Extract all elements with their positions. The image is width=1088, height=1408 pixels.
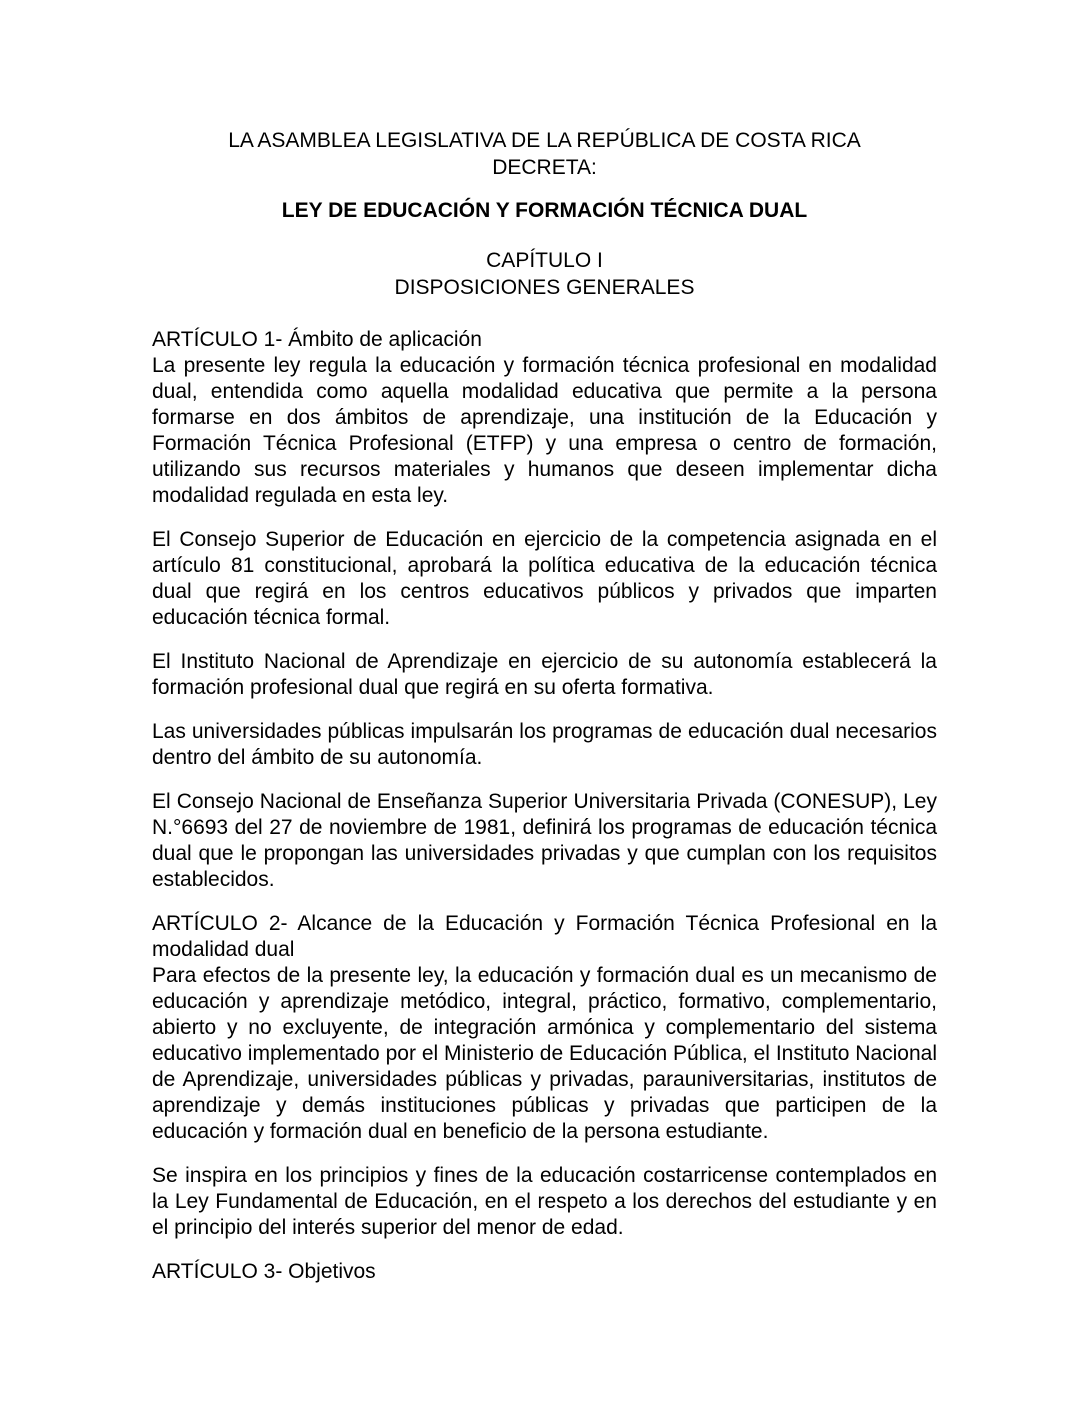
paragraph-consejo-superior: El Consejo Superior de Educación en ejercicio de la competencia asignada en el artículo 81 constitucional, aprobará la política educativa de la educación técnica dual que regirá en los centros educativos públicos y privados que imparten educación técnica formal. — [152, 528, 937, 629]
article-1-body: La presente ley regula la educación y formación técnica profesional en modalidad dual, entendida como aquella modalidad educativa que permite a la persona formarse en dos ámbitos de aprendizaje, una institución de la Educación y Formación Técnica Profesional (ETFP) y una empresa o centro de formación, utilizando sus recursos materiales y humanos que deseen implementar dicha modalidad regulada en esta ley. — [152, 354, 937, 507]
document-header — [152, 127, 937, 181]
paragraph-conesup: El Consejo Nacional de Enseñanza Superior Universitaria Privada (CONESUP), Ley N.°6693 del 27 de noviembre de 1981, definirá los programas de educación técnica dual que le propongan las universidades privadas y que cumplan con los requisitos establecidos. — [152, 790, 937, 891]
assembly-line: LA ASAMBLEA LEGISLATIVA DE LA REPÚBLICA DE COSTA RICA — [228, 129, 861, 152]
paragraph-se-inspira: Se inspira en los principios y fines de la educación costarricense contemplados en la Ley Fundamental de Educación, en el respeto a los derechos del estudiante y en el principio del interés superior del menor de edad. — [152, 1164, 937, 1239]
article-2-body: Para efectos de la presente ley, la educación y formación dual es un mecanismo de educación y aprendizaje metódico, integral, práctico, formativo, complementario, abierto y no excluyente, de integración armónica y complementario del sistema educativo implementado por el Ministerio de Educación Pública, el Instituto Nacional de Aprendizaje, universidades públicas y privadas, parauniversitarias, institutos de aprendizaje y demás instituciones públicas y privadas que participen de la educación y formación dual en beneficio de la persona estudiante. — [152, 964, 937, 1143]
law-title: LEY DE EDUCACIÓN Y FORMACIÓN TÉCNICA DUAL — [281, 199, 808, 222]
chapter-name: DISPOSICIONES GENERALES — [394, 276, 695, 299]
decreta-line: DECRETA: — [492, 156, 597, 179]
paragraph-instituto-nacional: El Instituto Nacional de Aprendizaje en ejercicio de su autonomía establecerá la formación profesional dual que regirá en su oferta formativa. — [152, 650, 937, 699]
document-body — [152, 327, 937, 1285]
chapter-heading — [152, 247, 937, 301]
paragraph-universidades-publicas: Las universidades públicas impulsarán los programas de educación dual necesarios dentro del ámbito de su autonomía. — [152, 720, 937, 769]
article-3-heading: ARTÍCULO 3- Objetivos — [152, 1260, 376, 1283]
article-2-heading: ARTÍCULO 2- Alcance de la Educación y Formación Técnica Profesional en la modalidad dual — [152, 912, 937, 961]
article-2-paragraph — [152, 911, 937, 1145]
chapter-number: CAPÍTULO I — [486, 249, 603, 272]
article-1-heading: ARTÍCULO 1- Ámbito de aplicación — [152, 328, 482, 351]
article-1-paragraph — [152, 327, 937, 509]
